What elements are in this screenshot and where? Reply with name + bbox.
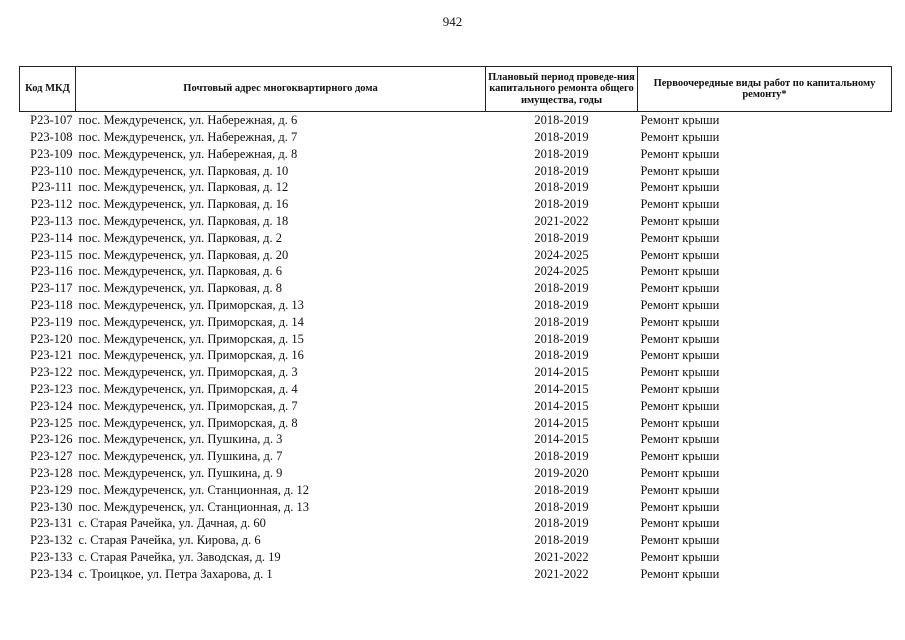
cell-period: 2014-2015 [534,415,589,430]
cell-code: P23-116 [30,264,73,279]
cell-address: пос. Междуреченск, ул. Парковая, д. 6 [78,264,283,279]
table-row [20,381,892,398]
cell-code: P23-118 [30,298,73,313]
cell-address: пос. Междуреченск, ул. Станционная, д. 13 [78,499,310,514]
table-row [20,465,892,482]
cell-address: пос. Междуреченск, ул. Приморская, д. 14 [78,314,304,329]
cell-code: P23-124 [30,398,73,413]
header-code: Код МКД [20,67,76,112]
cell-period: 2018-2019 [534,113,589,128]
cell-code: P23-122 [30,365,73,380]
cell-code: P23-134 [30,566,73,581]
cell-works: Ремонт крыши [640,197,720,212]
cell-address: пос. Междуреченск, ул. Парковая, д. 2 [78,230,283,245]
cell-works: Ремонт крыши [640,230,720,245]
cell-address: пос. Междуреченск, ул. Парковая, д. 12 [78,180,289,195]
table-row [20,213,892,230]
cell-code: P23-130 [30,499,73,514]
cell-works: Ремонт крыши [640,398,720,413]
cell-address: пос. Междуреченск, ул. Пушкина, д. 3 [78,432,283,447]
cell-period: 2014-2015 [534,398,589,413]
cell-works: Ремонт крыши [640,482,720,497]
cell-works: Ремонт крыши [640,465,720,480]
cell-period: 2018-2019 [534,130,589,145]
cell-code: P23-115 [30,247,73,262]
cell-works: Ремонт крыши [640,365,720,380]
table-row [20,532,892,549]
cell-code: P23-110 [30,163,73,178]
cell-works: Ремонт крыши [640,281,720,296]
cell-code: P23-123 [30,382,73,396]
cell-works: Ремонт крыши [640,130,720,145]
page-number: 942 [442,14,463,29]
cell-period: 2018-2019 [534,146,589,161]
cell-code: P23-126 [30,432,73,447]
table-row [20,364,892,381]
cell-works: Ремонт крыши [640,314,720,329]
table-row [20,246,892,263]
cell-period: 2018-2019 [534,348,589,363]
header-period: Плановый период проведе-ния капитального ремонта общего имущества, годы [486,67,638,112]
table-row [20,549,892,566]
cell-address: с. Старая Рачейка, ул. Дачная, д. 60 [78,516,266,531]
cell-code: P23-121 [30,348,73,363]
table-row [20,179,892,196]
cell-address: пос. Междуреченск, ул. Пушкина, д. 7 [78,449,283,464]
table-row [20,482,892,499]
cell-address: пос. Междуреченск, ул. Набережная, д. 7 [78,130,298,145]
cell-address: пос. Междуреченск, ул. Станционная, д. 12 [78,482,310,497]
table-row [20,498,892,515]
cell-code: P23-117 [30,281,73,296]
cell-works: Ремонт крыши [640,566,720,581]
cell-works: Ремонт крыши [640,163,720,178]
cell-works: Ремонт крыши [640,180,720,195]
cell-code: P23-125 [30,415,73,430]
table-row [20,398,892,415]
cell-address: с. Старая Рачейка, ул. Заводская, д. 19 [78,549,281,564]
table-row [20,129,892,146]
cell-period: 2018-2019 [534,533,589,548]
cell-period: 2018-2019 [534,230,589,245]
cell-works: Ремонт крыши [640,516,720,531]
table-row [20,330,892,347]
cell-works: Ремонт крыши [640,382,720,396]
table-body [20,112,892,583]
table-row [20,414,892,431]
cell-period: 2021-2022 [534,214,589,229]
cell-works: Ремонт крыши [640,415,720,430]
table-row [20,431,892,448]
cell-code: P23-112 [30,197,73,212]
table-row [20,196,892,213]
table-row [20,230,892,247]
cell-period: 2018-2019 [534,449,589,464]
cell-code: P23-113 [30,214,73,229]
cell-period: 2018-2019 [534,482,589,497]
cell-code: P23-128 [30,465,73,480]
cell-works: Ремонт крыши [640,533,720,548]
table-row [20,146,892,163]
cell-period: 2018-2019 [534,298,589,313]
cell-code: P23-114 [30,230,73,245]
cell-works: Ремонт крыши [640,348,720,363]
cell-period: 2024-2025 [534,264,589,279]
cell-period: 2018-2019 [534,331,589,346]
cell-code: P23-127 [30,449,73,464]
cell-address: пос. Междуреченск, ул. Парковая, д. 16 [78,197,289,212]
cell-address: пос. Междуреченск, ул. Приморская, д. 13 [78,298,304,313]
table-row [20,280,892,297]
cell-works: Ремонт крыши [640,432,720,447]
cell-period: 2018-2019 [534,163,589,178]
table-row [20,112,892,129]
cell-address: пос. Междуреченск, ул. Парковая, д. 8 [78,281,283,296]
table-row [20,314,892,331]
cell-code: P23-119 [30,314,73,329]
cell-period: 2021-2022 [534,566,589,581]
cell-works: Ремонт крыши [640,331,720,346]
cell-period: 2019-2020 [534,465,589,480]
cell-code: P23-111 [31,180,73,195]
cell-address: пос. Междуреченск, ул. Приморская, д. 3 [78,365,298,380]
cell-code: P23-132 [30,533,73,548]
cell-works: Ремонт крыши [640,146,720,161]
cell-code: P23-108 [30,130,73,145]
table-row [20,515,892,532]
cell-period: 2018-2019 [534,281,589,296]
cell-period: 2014-2015 [534,382,589,396]
cell-code: P23-129 [30,482,73,497]
cell-address: пос. Междуреченск, ул. Набережная, д. 8 [78,146,298,161]
cell-code: P23-131 [30,516,73,531]
cell-works: Ремонт крыши [640,247,720,262]
cell-period: 2014-2015 [534,432,589,447]
cell-address: с. Троицкое, ул. Петра Захарова, д. 1 [78,566,273,581]
cell-address: пос. Междуреченск, ул. Приморская, д. 15 [78,331,304,346]
table-row [20,448,892,465]
table-row [20,566,892,583]
cell-works: Ремонт крыши [640,298,720,313]
cell-works: Ремонт крыши [640,264,720,279]
cell-address: пос. Междуреченск, ул. Пушкина, д. 9 [78,465,283,480]
header-address: Почтовый адрес многоквартирного дома [76,67,486,112]
header-works: Первоочередные виды работ по капитальному ремонту* [638,67,892,112]
cell-address: пос. Междуреченск, ул. Приморская, д. 7 [78,398,298,413]
cell-code: P23-109 [30,146,73,161]
cell-period: 2021-2022 [534,549,589,564]
cell-works: Ремонт крыши [640,449,720,464]
repair-register-table [19,66,892,582]
cell-code: P23-107 [30,113,73,128]
cell-period: 2024-2025 [534,247,589,262]
cell-address: пос. Междуреченск, ул. Приморская, д. 4 [78,382,298,396]
cell-code: P23-133 [30,549,73,564]
cell-address: пос. Междуреченск, ул. Набережная, д. 6 [78,113,298,128]
cell-address: пос. Междуреченск, ул. Парковая, д. 18 [78,214,289,229]
cell-works: Ремонт крыши [640,499,720,514]
cell-period: 2018-2019 [534,197,589,212]
cell-period: 2018-2019 [534,516,589,531]
cell-period: 2018-2019 [534,499,589,514]
cell-code: P23-120 [30,331,73,346]
table-row [20,347,892,364]
cell-period: 2018-2019 [534,314,589,329]
cell-address: пос. Междуреченск, ул. Приморская, д. 16 [78,348,304,363]
table-row [20,297,892,314]
cell-works: Ремонт крыши [640,113,720,128]
cell-works: Ремонт крыши [640,549,720,564]
cell-address: пос. Междуреченск, ул. Парковая, д. 20 [78,247,289,262]
header-row [20,67,892,112]
cell-address: с. Старая Рачейка, ул. Кирова, д. 6 [78,533,261,548]
table-row [20,263,892,280]
cell-address: пос. Междуреченск, ул. Приморская, д. 8 [78,415,298,430]
cell-period: 2014-2015 [534,365,589,380]
cell-period: 2018-2019 [534,180,589,195]
cell-works: Ремонт крыши [640,214,720,229]
table-row [20,162,892,179]
table-header [20,67,892,112]
cell-address: пос. Междуреченск, ул. Парковая, д. 10 [78,163,289,178]
